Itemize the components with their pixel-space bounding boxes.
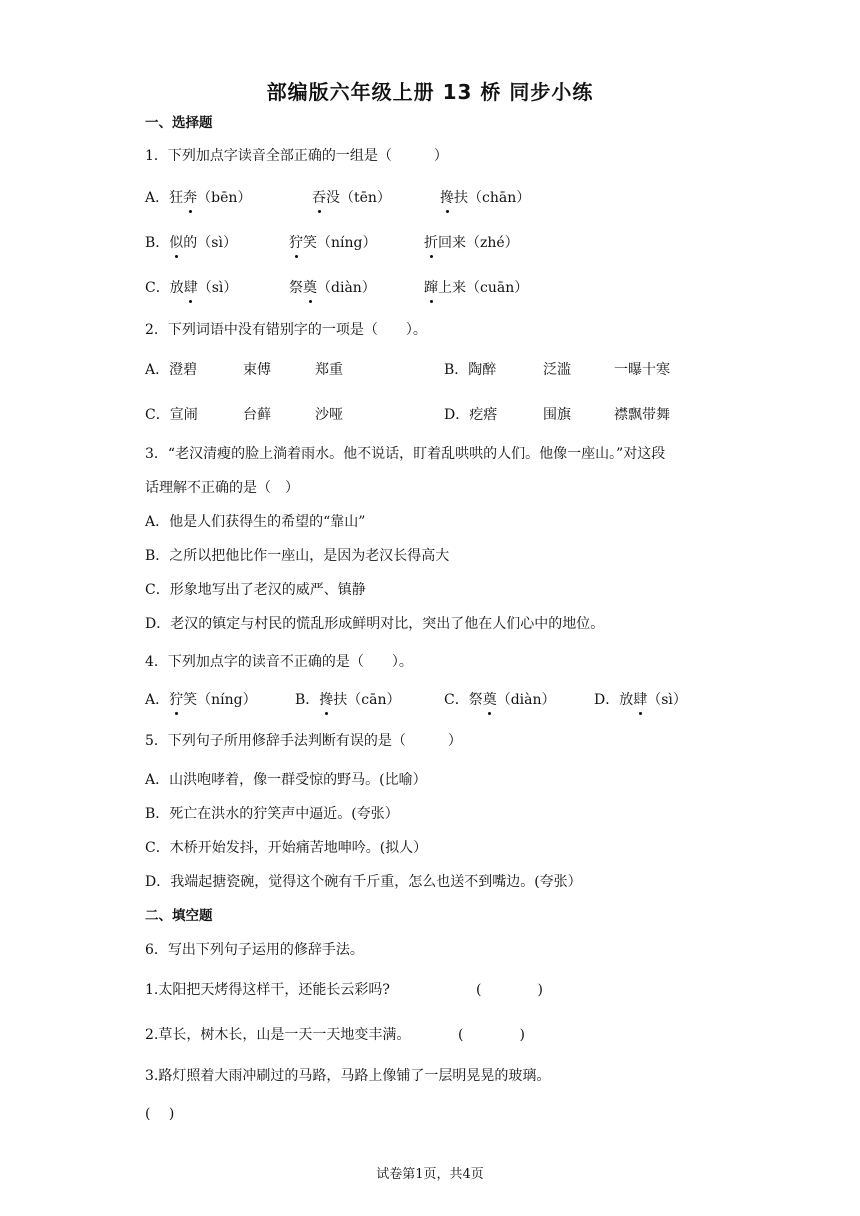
question-3-stem-cont: 话理解不正确的是（ ） xyxy=(145,480,299,496)
q6-answer-blank-1[interactable]: ( ) xyxy=(476,982,543,998)
q2-word: 围旗 xyxy=(543,407,571,423)
q5-option-d: D．我端起搪瓷碗，觉得这个碗有千斤重，怎么也送不到嘴边。(夸张） xyxy=(145,874,582,890)
section-heading-fill: 二、填空题 xyxy=(145,908,213,924)
q2-word: 台藓 xyxy=(243,407,271,423)
q2-word: 泛滥 xyxy=(543,362,571,378)
q2-word: D．疙瘩 xyxy=(444,407,498,423)
q6-item-2: 2.草长，树木长，山是一天一天地变丰满。 xyxy=(145,1027,411,1043)
q5-option-b: B．死亡在洪水的狞笑声中逼近。(夸张） xyxy=(145,806,399,822)
q2-word: 郑重 xyxy=(315,362,343,378)
q3-option-d: D．老汉的镇定与村民的慌乱形成鲜明对比，突出了他在人们心中的地位。 xyxy=(145,616,605,632)
q6-item-1: 1.太阳把天烤得这样干，还能长云彩吗? xyxy=(145,982,390,998)
emphasis-dot-char: 奠 xyxy=(482,692,497,708)
q2-word: 一曝十寒 xyxy=(614,362,670,378)
page-title: 部编版六年级上册 13 桥 同步小练 xyxy=(266,80,594,104)
emphasis-dot-char: 狞 xyxy=(169,692,184,708)
q2-word: 束傅 xyxy=(243,362,271,378)
q5-option-a: A．山洪咆哮着，像一群受惊的野马。(比喻） xyxy=(145,772,427,788)
q3-option-b: B．之所以把他比作一座山，是因为老汉长得高大 xyxy=(145,548,450,564)
emphasis-dot-char: 狞 xyxy=(289,235,303,251)
question-6-stem: 6．写出下列句子运用的修辞手法。 xyxy=(145,942,364,958)
question-2-stem: 2．下列词语中没有错别字的一项是（ ）。 xyxy=(145,322,427,338)
emphasis-dot-char: 奔 xyxy=(183,190,198,206)
question-5-stem: 5．下列句子所用修辞手法判断有误的是（ ） xyxy=(145,733,462,749)
q6-answer-blank-2[interactable]: ( ) xyxy=(458,1027,525,1043)
q1-option-b-3: 折回来（zhé） xyxy=(424,235,519,251)
q2-word: 沙哑 xyxy=(315,407,343,423)
q1-option-c-3: 蹿上来（cuān） xyxy=(424,280,529,296)
emphasis-dot-char: 吞 xyxy=(312,190,326,206)
q2-word: C．宣闹 xyxy=(145,407,198,423)
question-1-stem: 1．下列加点字读音全部正确的一组是（ ） xyxy=(145,148,448,164)
q3-option-c: C．形象地写出了老汉的威严、镇静 xyxy=(145,582,366,598)
q4-option-b: B．搀扶（cān） xyxy=(295,692,401,708)
section-heading-choice: 一、选择题 xyxy=(145,115,213,131)
emphasis-dot-char: 似 xyxy=(169,235,184,251)
q2-word: 襟飘带舞 xyxy=(614,407,670,423)
q1-option-b-1: B．似的（sì） xyxy=(145,235,237,251)
page-footer: 试卷第1页，共4页 xyxy=(376,1167,484,1182)
q3-option-a: A．他是人们获得生的希望的“靠山” xyxy=(145,514,366,530)
emphasis-dot-char: 蹿 xyxy=(424,280,438,296)
question-3-stem: 3．“老汉清瘦的脸上淌着雨水。他不说话，盯着乱哄哄的人们。他像一座山。”对这段 xyxy=(145,446,666,462)
q6-answer-blank-3[interactable]: ( ) xyxy=(145,1106,175,1122)
q4-option-d: D．放肆（sì） xyxy=(594,692,687,708)
q1-option-c-1: C．放肆（sì） xyxy=(145,280,238,296)
q6-item-3: 3.路灯照着大雨冲刷过的马路，马路上像铺了一层明晃晃的玻璃。 xyxy=(145,1068,551,1084)
emphasis-dot-char: 肆 xyxy=(183,280,198,296)
question-4-stem: 4．下列加点字的读音不正确的是（ ）。 xyxy=(145,654,413,670)
emphasis-dot-char: 折 xyxy=(424,235,438,251)
q5-option-c: C．木桥开始发抖，开始痛苦地呻吟。(拟人） xyxy=(145,840,428,856)
q1-option-a-1: A．狂奔（bēn） xyxy=(145,190,252,206)
q2-word: A．澄碧 xyxy=(145,362,198,378)
emphasis-dot-char: 搀 xyxy=(440,190,454,206)
q2-word: B．陶醉 xyxy=(444,362,497,378)
q1-option-a-2: 吞没（tēn） xyxy=(312,190,391,206)
emphasis-dot-char: 奠 xyxy=(303,280,317,296)
emphasis-dot-char: 搀 xyxy=(319,692,334,708)
q4-option-c: C．祭奠（diàn） xyxy=(444,692,556,708)
q4-option-a: A．狞笑（níng） xyxy=(145,692,257,708)
q1-option-c-2: 祭奠（diàn） xyxy=(289,280,376,296)
emphasis-dot-char: 肆 xyxy=(633,692,648,708)
q1-option-a-3: 搀扶（chān） xyxy=(440,190,531,206)
q1-option-b-2: 狞笑（níng） xyxy=(289,235,377,251)
